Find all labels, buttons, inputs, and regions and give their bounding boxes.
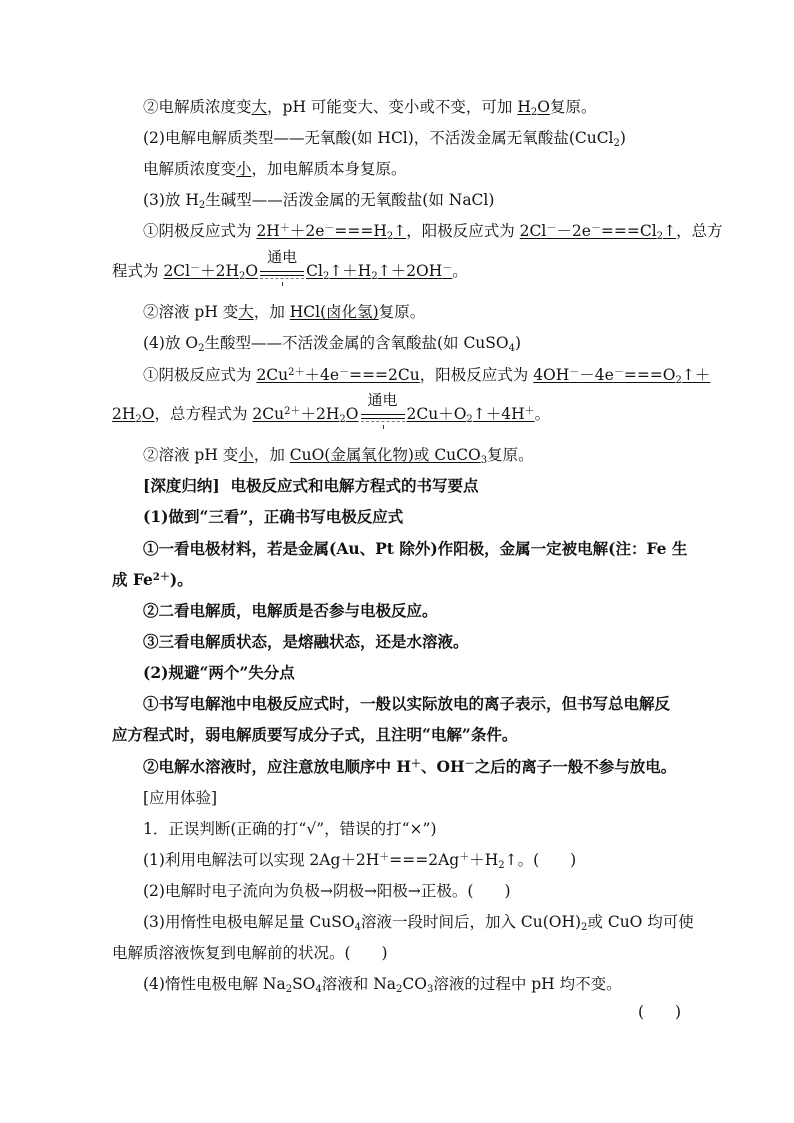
text-line-19: ①书写电解池中电极反应式时，一般以实际放电的离子表示，但书写总电解反 <box>143 694 671 713</box>
answer-blank: ( ) <box>638 1003 682 1021</box>
question-1-title: 1．正误判断(正确的打“√”，错误的打“×”) <box>143 820 437 838</box>
text-line-4: (3)放 $H_2$生碱型——活泼金属的无氧酸盐(如 NaCl) <box>143 191 495 211</box>
text-line-5: ①阴极反应式为 $2H^++2e^-===H_2↑$，阳极反应式为 $2Cl^--2e^-===Cl_2↑$，总方 <box>143 222 723 242</box>
text-line-2: (2)电解电解质类型——无氧酸(如 HCl)，不活泼金属无氧酸盐(CuCl$_2$) <box>143 129 626 149</box>
text-line-11: ②溶液 pH 变小，加 CuO(金属氧化物)或 CuCO$_3$复原。 <box>143 446 534 466</box>
text-line-14: ①一看电极材料，若是金属(Au、Pt 除外)作阳极，金属一定被电解(注：Fe 生 <box>143 539 688 558</box>
electrolysis-condition-arrow: 通电 <box>260 260 304 282</box>
text-line-9: ①阴极反应式为 $2Cu^{2+}+4e^-===2Cu$，阳极反应式为 $4OH^--4e^-===O_2↑+$ <box>143 366 711 386</box>
text-line-17: ③三看电解质状态，是熔融状态，还是水溶液。 <box>143 632 469 651</box>
text-line-10: $2H_2O$，总方程式为 $2Cu^{2+}+2H_2O$ 通电 $2Cu+O_2↑+4H^+$。 <box>112 403 794 425</box>
formula-h2o: $H_2O$ <box>517 98 550 118</box>
section-heading-deep-summary: [深度归纳] 电极反应式和电解方程式的书写要点 <box>143 476 479 495</box>
text-line-3: 电解质浓度变小，加电解质本身复原。 <box>143 160 407 178</box>
text-line-8: (4)放 $O_2$生酸型——不活泼金属的含氧酸盐(如 CuSO$_4$) <box>143 334 522 354</box>
cathode-equation: $2H^++2e^-===H_2↑$ <box>256 222 407 242</box>
text-line-7: ②溶液 pH 变大，加 HCl(卤化氢)复原。 <box>143 303 426 321</box>
anode-equation-2: $4OH^--4e^-===O_2↑+$ <box>533 366 711 386</box>
text-line-15: 成 $Fe^{2+}$)。 <box>112 570 193 589</box>
question-1-item-3-cont: 电解质溶液恢复到电解前的状况。( ) <box>112 944 388 962</box>
text-line-6: 程式为 $2Cl^-+2H_2O$ 通电 $Cl_2↑+H_2↑+2OH^-$。 <box>112 260 794 282</box>
question-1-item-1: (1)利用电解法可以实现 $2Ag+2H^+===2Ag^++H_2↑$。( ) <box>143 851 577 871</box>
overall-equation-right: $Cl_2↑+H_2↑+2OH^-$ <box>306 262 453 282</box>
section-heading-practice: [应用体验] <box>143 789 218 807</box>
text-line-20: 应方程式时，弱电解质要写成分子式，且注明“电解”条件。 <box>112 725 518 744</box>
overall-equation-left: $2Cl^-+2H_2O$ <box>163 262 259 282</box>
question-1-item-3: (3)用惰性电极电解足量 CuSO$_4$溶液一段时间后，加入 $Cu(OH)_2$或 CuO 均可使 <box>143 913 694 933</box>
anode-equation: $2Cl^--2e^-===Cl_2↑$ <box>519 222 677 242</box>
overall-equation-2-left: $2Cu^{2+}+2H_2O$ <box>252 405 359 425</box>
electrolysis-condition-arrow-2: 通电 <box>361 403 405 425</box>
text-line-16: ②二看电解质，电解质是否参与电极反应。 <box>143 601 438 620</box>
question-1-item-4: (4)惰性电极电解 $Na_2SO_4$溶液和 $Na_2CO_3$溶液的过程中 pH 均不变。 <box>143 975 622 995</box>
text-line-21: ②电解水溶液时，应注意放电顺序中 H＋、OH－之后的离子一般不参与放电。 <box>143 757 677 776</box>
question-1-item-2: (2)电解时电子流向为负极→阴极→阳极→正极。( ) <box>143 882 511 900</box>
overall-equation-2-right: $2Cu+O_2↑+4H^+$ <box>406 405 535 425</box>
cathode-equation-2: $2Cu^{2+}+4e^-===2Cu$ <box>256 366 420 384</box>
text-line-1: ②电解质浓度变大，pH 可能变大、变小或不变，可加 $H_2O$复原。 <box>143 98 597 118</box>
text-line-18: (2)规避“两个”失分点 <box>143 663 295 682</box>
text-line-13: (1)做到“三看”，正确书写电极反应式 <box>143 507 404 526</box>
